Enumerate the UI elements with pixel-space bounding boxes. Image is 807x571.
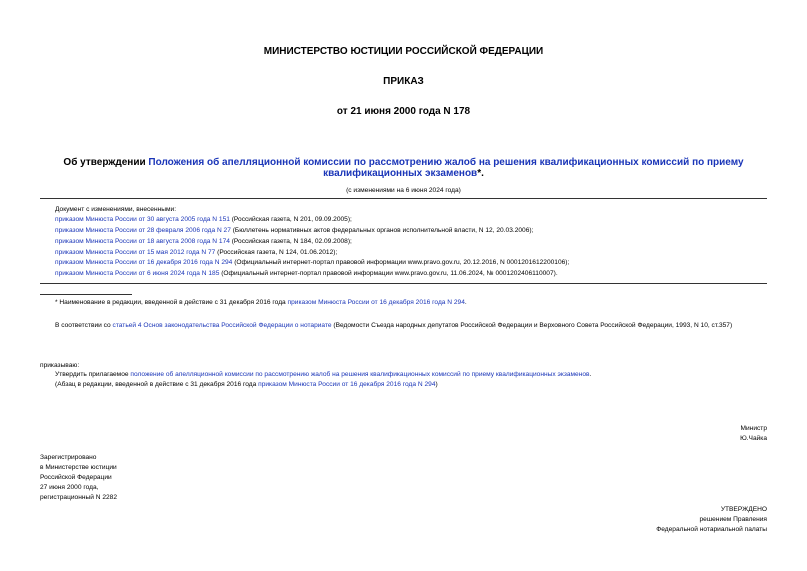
order-item xyxy=(55,371,591,378)
order-item-prefix: Утвердить прилагаемое xyxy=(55,371,131,378)
change-item xyxy=(55,227,533,234)
footnote xyxy=(55,299,467,306)
changes-top-divider xyxy=(40,198,767,199)
basis-link[interactable]: статьей 4 Основ законодательства Российской Федерации о нотариате xyxy=(112,322,332,329)
change-item xyxy=(55,249,337,256)
signature-name: Ю.Чайка xyxy=(740,435,767,442)
footnote-prefix: * Наименование в редакции, введенной в действие с 31 декабря 2016 года xyxy=(55,299,288,306)
ministry-heading: МИНИСТЕРСТВО ЮСТИЦИИ РОССИЙСКОЙ ФЕДЕРАЦИИ xyxy=(263,46,544,57)
change-item-link[interactable]: приказом Минюста России от 30 августа 2005 года N 151 xyxy=(55,216,230,223)
document-title xyxy=(40,157,767,179)
title-suffix: *. xyxy=(477,168,484,179)
footnote-link[interactable]: приказом Минюста России от 16 декабря 2016 года N 294 xyxy=(287,299,465,306)
doc-type-heading: ПРИКАЗ xyxy=(383,76,424,87)
change-item xyxy=(55,238,352,245)
change-item-source: (Российская газета, N 201, 09.09.2005); xyxy=(229,216,352,223)
signature-position: Министр xyxy=(740,425,767,432)
title-link[interactable]: Положения об апелляционной комиссии по рассмотрению жалоб на решения квалификационных комиссий по приему квалификационных экзаменов xyxy=(148,157,744,179)
order-note xyxy=(55,381,438,388)
change-item-link[interactable]: приказом Минюста России от 15 мая 2012 года N 77 xyxy=(55,249,216,256)
approval-line: Федеральной нотариальной палаты xyxy=(656,526,767,533)
change-item-source: (Официальный интернет-портал правовой информации www.pravo.gov.ru, 11.06.2024, № 0001202406110007). xyxy=(219,270,558,277)
changes-bottom-divider xyxy=(40,283,767,284)
registration-line: Российской Федерации xyxy=(40,474,112,481)
order-note-prefix: (Абзац в редакции, введенной в действие с 31 декабря 2016 года xyxy=(55,381,259,388)
order-item-suffix: . xyxy=(589,371,592,378)
footnote-suffix: . xyxy=(464,299,467,306)
registration-line: в Министерстве юстиции xyxy=(40,464,117,471)
order-item-link[interactable]: положение об апелляционной комиссии по рассмотрению жалоб на решения квалификационных комиссий по приему квалификационных экзаменов xyxy=(130,371,590,378)
change-item xyxy=(55,259,569,266)
change-item-link[interactable]: приказом Минюста России от 16 декабря 2016 года N 294 xyxy=(55,259,233,266)
change-item-link[interactable]: приказом Минюста России от 18 августа 2008 года N 174 xyxy=(55,238,230,245)
registration-line: регистрационный N 2282 xyxy=(40,494,118,501)
title-prefix: Об утверждении xyxy=(63,157,149,168)
order-note-suffix: ) xyxy=(435,381,438,388)
order-word: приказываю: xyxy=(40,362,80,369)
approval-line: УТВЕРЖДЕНО xyxy=(720,506,767,513)
approval-line: решением Правления xyxy=(699,516,767,523)
basis-paragraph xyxy=(40,321,770,331)
change-item-source: (Российская газета, N 184, 02.09.2008); xyxy=(229,238,352,245)
order-note-link[interactable]: приказом Минюста России от 16 декабря 2016 года N 294 xyxy=(258,381,436,388)
changes-heading: Документ с изменениями, внесенными: xyxy=(55,206,177,213)
revision-note: (с изменениями на 6 июня 2024 года) xyxy=(346,187,461,194)
change-item-source: (Бюллетень нормативных актов федеральных органов исполнительной власти, N 12, 20.03.2006); xyxy=(230,227,534,234)
change-item xyxy=(55,270,558,277)
change-item xyxy=(55,216,352,223)
registration-line: Зарегистрировано xyxy=(40,454,97,461)
change-item-link[interactable]: приказом Минюста России от 28 февраля 2006 года N 27 xyxy=(55,227,231,234)
change-item-source: (Официальный интернет-портал правовой информации www.pravo.gov.ru, 20.12.2016, N 0001201612200106); xyxy=(232,259,570,266)
registration-line: 27 июня 2000 года, xyxy=(40,484,99,491)
footnote-divider xyxy=(40,294,132,295)
basis-suffix: (Ведомости Съезда народных депутатов Российской Федерации и Верховного Совета Российской Федерации, 1993, N 10, ст.357) xyxy=(331,322,733,329)
change-item-source: (Российская газета, N 124, 01.06.2012); xyxy=(215,249,338,256)
basis-prefix: В соответствии со xyxy=(55,322,113,329)
date-number-heading: от 21 июня 2000 года N 178 xyxy=(336,106,471,117)
change-item-link[interactable]: приказом Минюста России от 6 июня 2024 года N 185 xyxy=(55,270,220,277)
